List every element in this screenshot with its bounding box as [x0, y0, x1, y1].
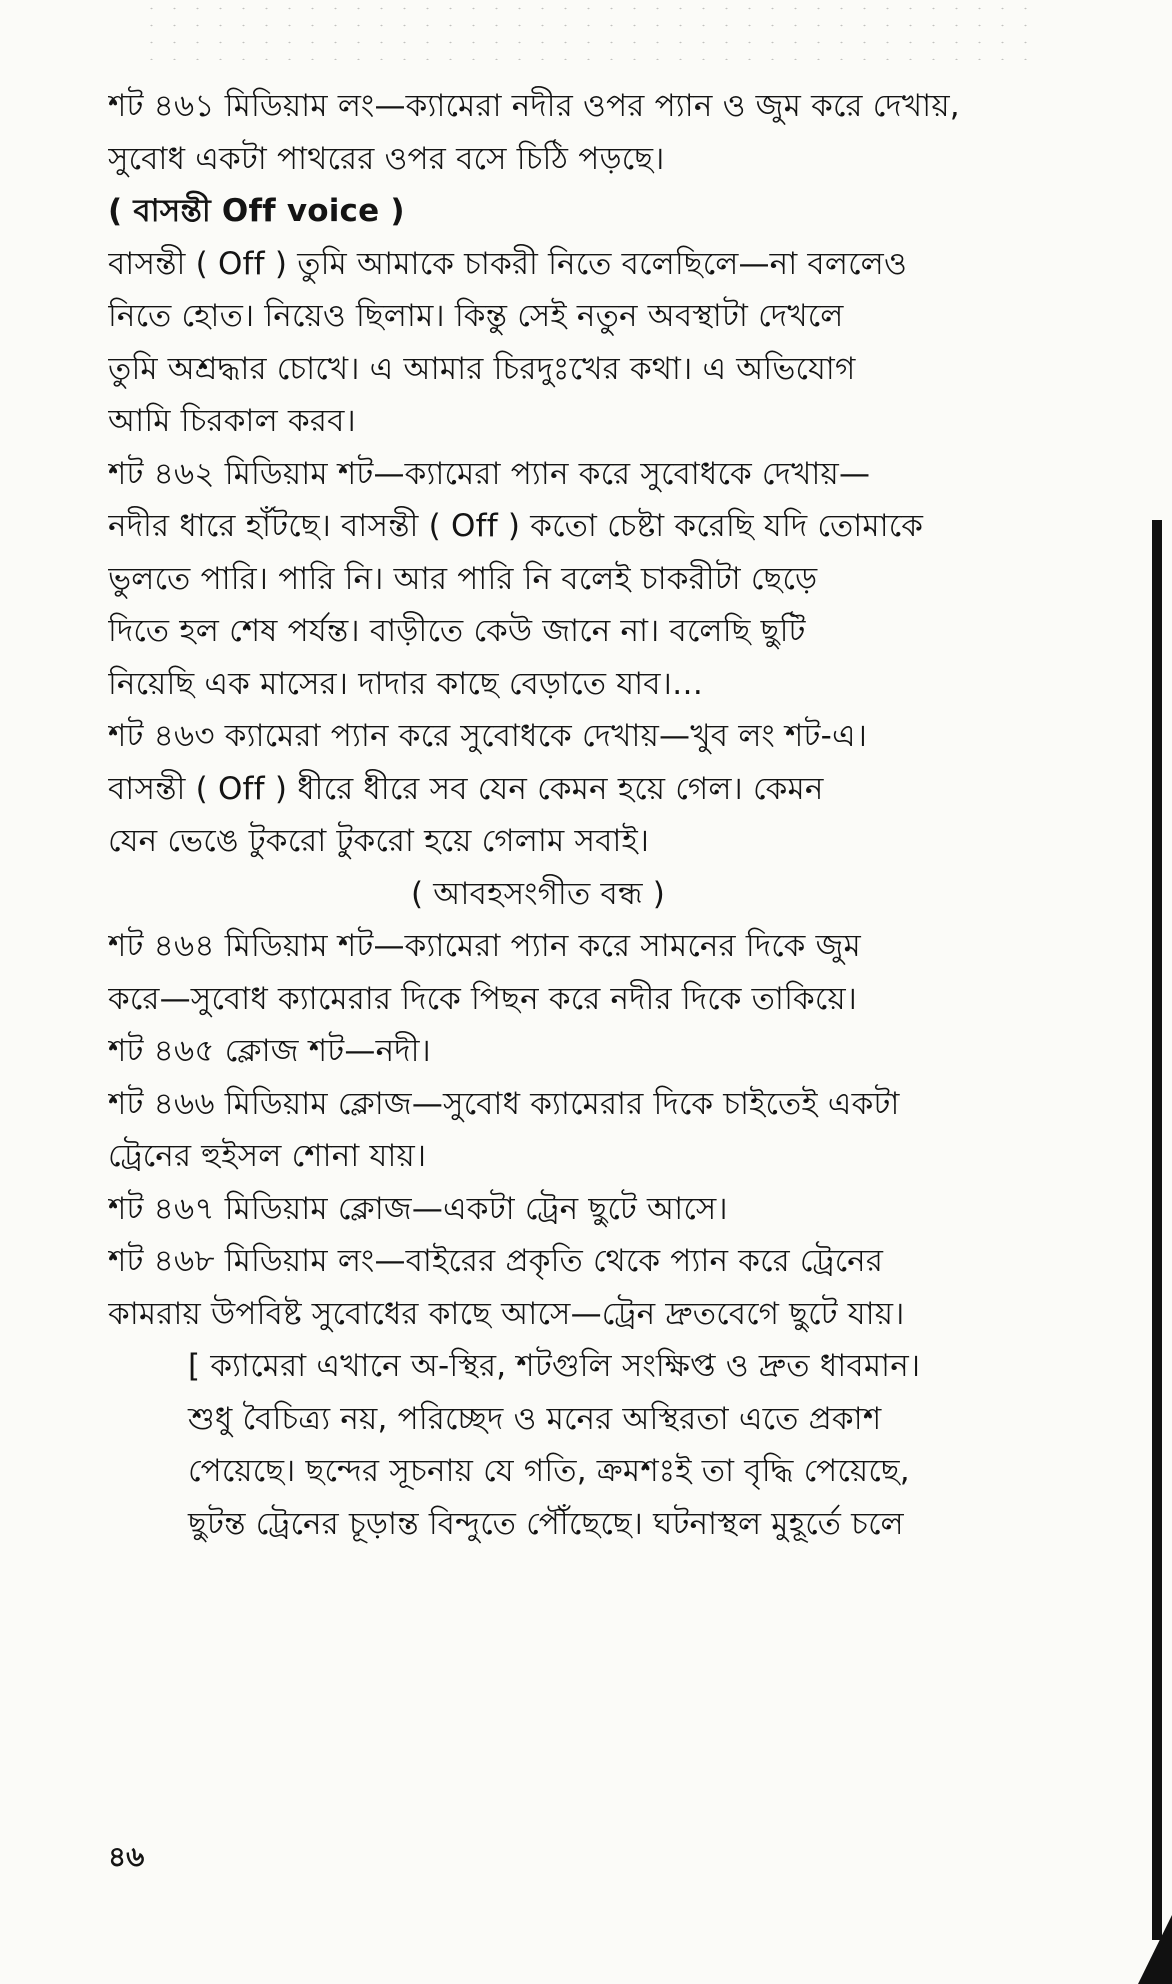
text-line: ট্রেনের হুইসল শোনা যায়।: [108, 1138, 427, 1174]
centered-note: ( আবহসংগীত বন্ধ ): [410, 875, 666, 912]
text-line: শট ৪৬২ মিডিয়াম শট—ক্যামেরা প্যান করে সুবোধকে দেখায়—: [108, 455, 871, 492]
text-line: নদীর ধারে হাঁটছে। বাসন্তী ( Off ) কতো চেষ্টা করেছি যদি তোমাকে: [108, 508, 924, 544]
text-line: তুমি অশ্রদ্ধার চোখে। এ আমার চিরদুঃখের কথা। এ অভিযোগ: [108, 350, 856, 387]
text-line: বাসন্তী ( Off ) তুমি আমাকে চাকরী নিতে বলেছিলে—না বললেও: [108, 245, 907, 282]
text-line: বাসন্তী ( Off ) ধীরে ধীরে সব যেন কেমন হয়ে গেল। কেমন: [108, 770, 824, 807]
text-line: শট ৪৬১ মিডিয়াম লং—ক্যামেরা নদীর ওপর প্যান ও জুম করে দেখায়,: [108, 88, 960, 124]
text-line: কামরায় উপবিষ্ট সুবোধের কাছে আসে—ট্রেন দ্রুতবেগে ছুটে যায়।: [108, 1295, 905, 1332]
text-line: শট ৪৬৬ মিডিয়াম ক্লোজ—সুবোধ ক্যামেরার দিকে চাইতেই একটা: [108, 1085, 900, 1122]
book-spine-edge: [1152, 520, 1162, 1940]
page-number: ৪৬: [108, 1840, 145, 1873]
text-line: নিয়েছি এক মাসের। দাদার কাছে বেড়াতে যাব।…: [108, 665, 704, 702]
text-line: শট ৪৬৩ ক্যামেরা প্যান করে সুবোধকে দেখায়—খুব লং শট-এ।: [108, 718, 868, 754]
text-line: করে—সুবোধ ক্যামেরার দিকে পিছন করে নদীর দিকে তাকিয়ে।: [108, 980, 858, 1017]
text-line: ভুলতে পারি। পারি নি। আর পারি নি বলেই চাকরীটা ছেড়ে: [108, 560, 818, 597]
indented-note-line: [ ক্যামেরা এখানে অ-স্থির, শটগুলি সংক্ষিপ্ত ও দ্রুত ধাবমান।: [188, 1348, 921, 1384]
text-line: শট ৪৬৫ ক্লোজ শট—নদী।: [108, 1033, 431, 1069]
indented-note-line: ছুটন্ত ট্রেনের চূড়ান্ত বিন্দুতে পৌঁছেছে। ঘটনাস্থল মুহূর্তে চলে: [188, 1505, 904, 1542]
screenplay-text-block: [108, 80, 1168, 1550]
book-spine-corner: [1138, 1915, 1172, 1984]
text-line: যেন ভেঙে টুকরো টুকরো হয়ে গেলাম সবাই।: [108, 823, 650, 859]
text-line: আমি চিরকাল করব।: [108, 403, 356, 439]
text-line: সুবোধ একটা পাথরের ওপর বসে চিঠি পড়ছে।: [108, 140, 665, 177]
text-line: শট ৪৬৪ মিডিয়াম শট—ক্যামেরা প্যান করে সামনের দিকে জুম: [108, 928, 861, 964]
indented-note-line: পেয়েছে। ছন্দের সূচনায় যে গতি, ক্রমশঃই তা বৃদ্ধি পেয়েছে,: [188, 1453, 910, 1489]
print-speckle-decoration: [140, 0, 1040, 60]
text-line: শট ৪৬৭ মিডিয়াম ক্লোজ—একটা ট্রেন ছুটে আসে।: [108, 1190, 728, 1227]
indented-note-line: শুধু বৈচিত্র্য নয়, পরিচ্ছেদ ও মনের অস্থিরতা এতে প্রকাশ: [188, 1400, 882, 1437]
text-line: ( বাসন্তী Off voice ): [108, 193, 405, 229]
text-line: নিতে হোত। নিয়েও ছিলাম। কিন্তু সেই নতুন অবস্থাটা দেখলে: [108, 298, 844, 334]
text-line: শট ৪৬৮ মিডিয়াম লং—বাইরের প্রকৃতি থেকে প্যান করে ট্রেনের: [108, 1243, 884, 1279]
text-line: দিতে হল শেষ পর্যন্ত। বাড়ীতে কেউ জানে না। বলেছি ছুটি: [108, 613, 806, 649]
